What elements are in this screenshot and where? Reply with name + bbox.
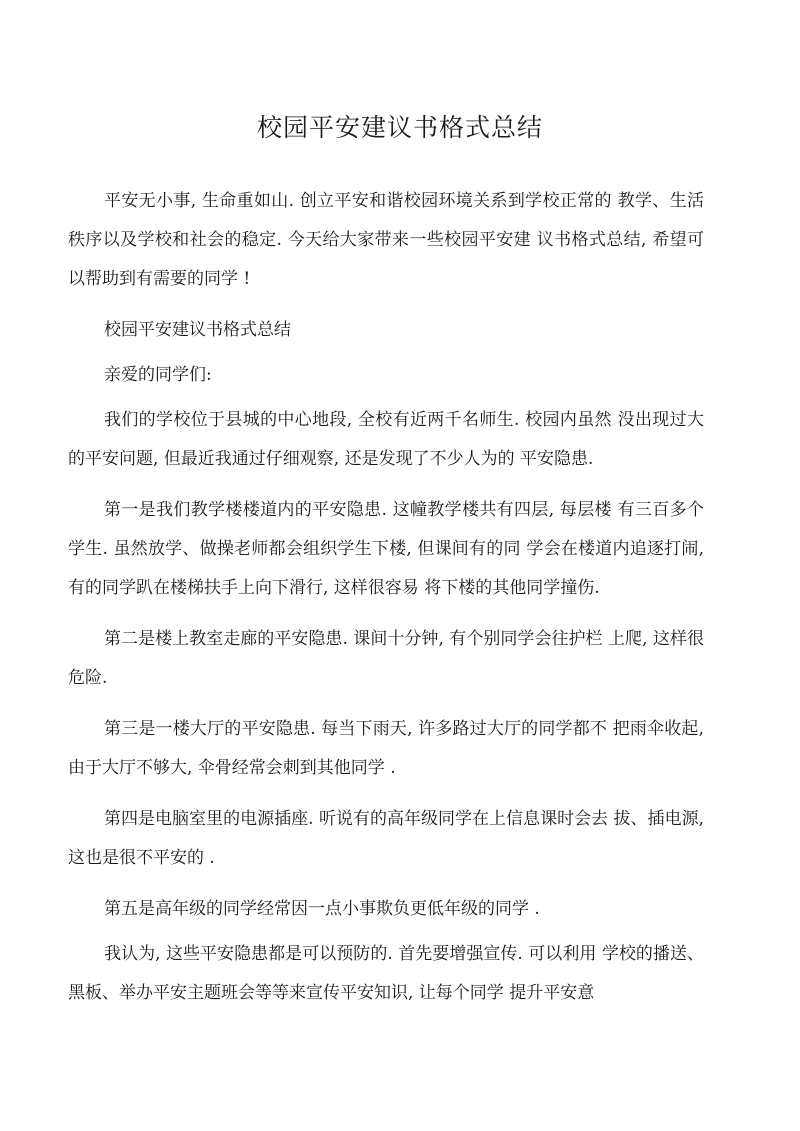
document-title: 校园平安建议书格式总结 bbox=[256, 113, 543, 142]
paragraph-hazard-5: 第五是高年级的同学经常因一点小事欺负更低年级的同学 . bbox=[104, 899, 540, 919]
paragraph-hazard-3: 第三是一楼大厅的平安隐患. 每当下雨天, 许多路过大厅的同学都不 把雨伞收起, 由于大厅不够大, 伞骨经常会刺到其他同学 . bbox=[68, 719, 704, 778]
paragraph-intro: 平安无小事, 生命重如山. 创立平安和谐校园环境关系到学校正常的 教学、生活秩序以及学校和社会的稳定. 今天给大家带来一些校园平安建 议书格式总结, 希望可以帮助到有需要的同学 ! bbox=[68, 191, 704, 289]
paragraph-suggestion: 我认为, 这些平安隐患都是可以预防的. 首先要增强宣传. 可以利用 学校的播送、黑板、举办平安主题班会等等来宣传平安知识, 让每个同学 提升平安意 bbox=[68, 944, 704, 1003]
document-body bbox=[68, 182, 704, 1025]
paragraph-hazard-4: 第四是电脑室里的电源插座. 听说有的高年级同学在上信息课时会去 拔、插电源, 这也是很不平安的 . bbox=[68, 809, 704, 868]
paragraph-subtitle: 校园平安建议书格式总结 bbox=[104, 320, 291, 340]
paragraph-salutation: 亲爱的同学们: bbox=[104, 365, 212, 385]
paragraph-school-overview: 我们的学校位于县城的中心地段, 全校有近两千名师生. 校园内虽然 没出现过大的平安问题, 但最近我通过仔细观察, 还是发现了不少人为的 平安隐患. bbox=[68, 410, 704, 469]
paragraph-hazard-1: 第一是我们教学楼楼道内的平安隐患. 这幢教学楼共有四层, 每层楼 有三百多个学生. 虽然放学、做操老师都会组织学生下楼, 但课间有的同 学会在楼道内追逐打闹, 有的同学趴在楼梯扶手上向下滑行, 这样很容易 将下楼的其他同学撞伤. bbox=[68, 500, 704, 598]
paragraph-hazard-2: 第二是楼上教室走廊的平安隐患. 课间十分钟, 有个别同学会往护栏 上爬, 这样很危险. bbox=[68, 629, 704, 688]
